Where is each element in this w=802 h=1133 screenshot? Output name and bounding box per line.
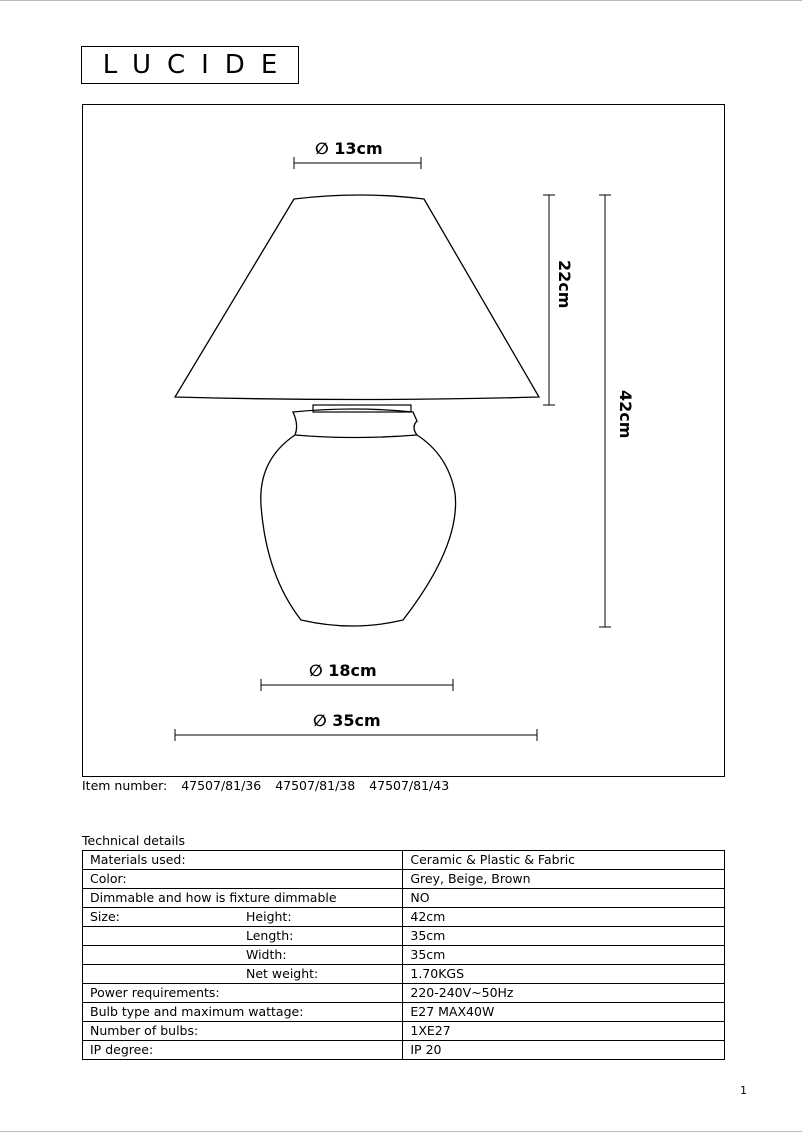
item-number-2: 47507/81/38	[275, 778, 356, 793]
dim-shade-top	[294, 139, 421, 169]
dim-shade-bottom-label: ∅ 35cm	[313, 711, 381, 730]
spec-label-cell	[83, 927, 403, 946]
spec-value: NO	[403, 889, 725, 908]
spec-value: 35cm	[403, 946, 725, 965]
lamp-shade	[175, 195, 539, 400]
item-number-line	[82, 778, 449, 793]
dim-shade-bottom	[175, 711, 537, 741]
spec-label-cell	[83, 870, 403, 889]
dim-shade-top-label: ∅ 13cm	[315, 139, 383, 158]
table-row	[83, 1022, 725, 1041]
spec-label: Materials used:	[90, 852, 186, 867]
table-row	[83, 946, 725, 965]
spec-value: Ceramic & Plastic & Fabric	[403, 851, 725, 870]
spec-label: Bulb type and maximum wattage:	[90, 1004, 304, 1019]
dim-total-height-label: 42cm	[616, 390, 635, 439]
lamp-collar	[293, 409, 417, 438]
spec-label-cell	[83, 1022, 403, 1041]
table-row	[83, 927, 725, 946]
technical-details-heading: Technical details	[82, 833, 186, 848]
page-number: 1	[740, 1084, 747, 1097]
spec-value: 35cm	[403, 927, 725, 946]
spec-value: Grey, Beige, Brown	[403, 870, 725, 889]
spec-sublabel: Length:	[246, 928, 294, 943]
technical-details-table	[82, 850, 725, 1060]
table-row	[83, 1003, 725, 1022]
technical-drawing	[82, 104, 725, 777]
lamp-body	[261, 435, 456, 626]
spec-label: Number of bulbs:	[90, 1023, 199, 1038]
table-row	[83, 851, 725, 870]
dim-total-height	[599, 195, 635, 627]
spec-label: Size:	[90, 909, 120, 924]
table-row	[83, 984, 725, 1003]
spec-label-cell	[83, 984, 403, 1003]
spec-value: IP 20	[403, 1041, 725, 1060]
spec-label: Power requirements:	[90, 985, 220, 1000]
spec-sublabel: Width:	[246, 947, 287, 962]
dim-shade-height	[543, 195, 574, 405]
top-rule	[0, 0, 802, 1]
spec-label-cell	[83, 1003, 403, 1022]
spec-label-cell	[83, 889, 403, 908]
dim-base-label: ∅ 18cm	[309, 661, 377, 680]
spec-label-cell	[83, 908, 403, 927]
spec-label: Color:	[90, 871, 127, 886]
spec-value: E27 MAX40W	[403, 1003, 725, 1022]
lamp-drawing-svg	[83, 105, 726, 778]
item-number-label: Item number:	[82, 778, 168, 793]
table-row	[83, 889, 725, 908]
spec-label: Dimmable and how is fixture dimmable	[90, 890, 337, 905]
spec-label-cell	[83, 946, 403, 965]
spec-value: 42cm	[403, 908, 725, 927]
spec-sublabel: Height:	[246, 909, 292, 924]
spec-label: IP degree:	[90, 1042, 154, 1057]
bottom-rule	[0, 1131, 802, 1132]
dim-shade-height-label: 22cm	[555, 260, 574, 309]
spec-sublabel: Net weight:	[246, 966, 319, 981]
spec-label-cell	[83, 965, 403, 984]
dim-base	[261, 661, 453, 691]
table-row	[83, 870, 725, 889]
spec-label-cell	[83, 1041, 403, 1060]
table-row	[83, 908, 725, 927]
item-number-1: 47507/81/36	[181, 778, 262, 793]
table-row	[83, 1041, 725, 1060]
spec-label-cell	[83, 851, 403, 870]
spec-value: 1.70KGS	[403, 965, 725, 984]
item-number-3: 47507/81/43	[369, 778, 450, 793]
spec-value: 1XE27	[403, 1022, 725, 1041]
spec-value: 220-240V~50Hz	[403, 984, 725, 1003]
brand-logo: LUCIDE	[81, 46, 299, 84]
table-row	[83, 965, 725, 984]
